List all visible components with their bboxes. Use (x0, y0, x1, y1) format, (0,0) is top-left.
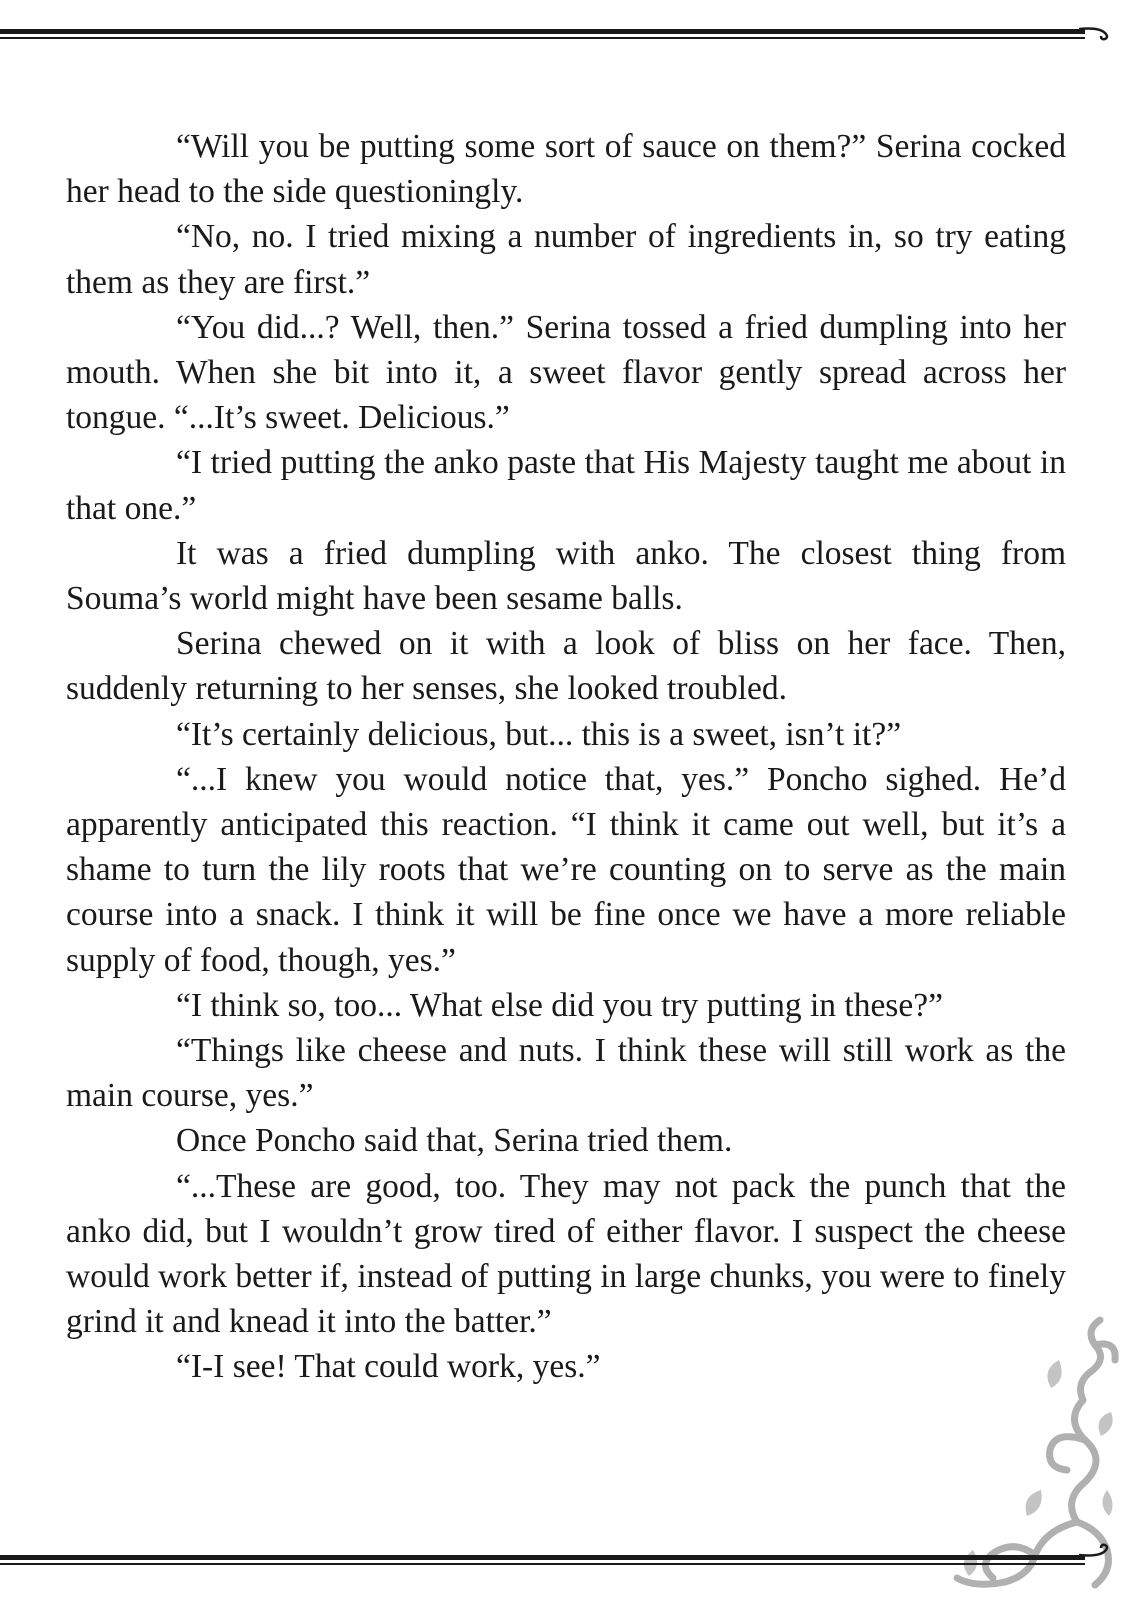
paragraph: “It’s certainly delicious, but... this is a sweet, isn’t it?” (176, 715, 902, 753)
paragraph: Serina chewed on it with a look of bliss on her face. Then, suddenly returning to her senses, she looked troubled. (66, 625, 1066, 708)
top-border-rule (0, 29, 1085, 34)
paragraph: “I think so, too... What else did you try putting in these?” (176, 986, 943, 1024)
page-text-body (66, 124, 1066, 1390)
rule-curl-icon (1079, 1541, 1113, 1565)
paragraph: “...I knew you would notice that, yes.” Poncho sighed. He’d apparently anticipated this reaction. “I think it came out well, but it’s a shame to turn the lily roots that we’re counting on to serve as the main course into a snack. I think it will be fine once we have a more reliable supply of food, though, yes.” (66, 760, 1066, 979)
rule-curl-icon (1079, 19, 1113, 43)
paragraph: It was a fried dumpling with anko. The closest thing from Souma’s world might have been sesame balls. (66, 534, 1066, 618)
paragraph: “You did...? Well, then.” Serina tossed a fried dumpling into her mouth. When she bit into it, a sweet flavor gently spread across her tongue. “...It’s sweet. Delicious.” (66, 308, 1066, 437)
paragraph: “No, no. I tried mixing a number of ingredients in, so try eating them as they are first.” (66, 218, 1066, 301)
paragraph: Once Poncho said that, Serina tried them. (176, 1122, 733, 1160)
paragraph: “Things like cheese and nuts. I think these will still work as the main course, yes.” (66, 1032, 1066, 1115)
bottom-border-rule (0, 1555, 1085, 1560)
paragraph: “...These are good, too. They may not pack the punch that the anko did, but I wouldn’t grow tired of either flavor. I suspect the cheese would work better if, instead of putting in large chunks, you were to finely grind it and knead it into the batter.” (66, 1167, 1066, 1341)
paragraph: “I tried putting the anko paste that His Majesty taught me about in that one.” (66, 444, 1066, 527)
paragraph: “Will you be putting some sort of sauce on them?” Serina cocked her head to the side questioningly. (66, 128, 1066, 211)
paragraph: “I-I see! That could work, yes.” (176, 1348, 601, 1386)
